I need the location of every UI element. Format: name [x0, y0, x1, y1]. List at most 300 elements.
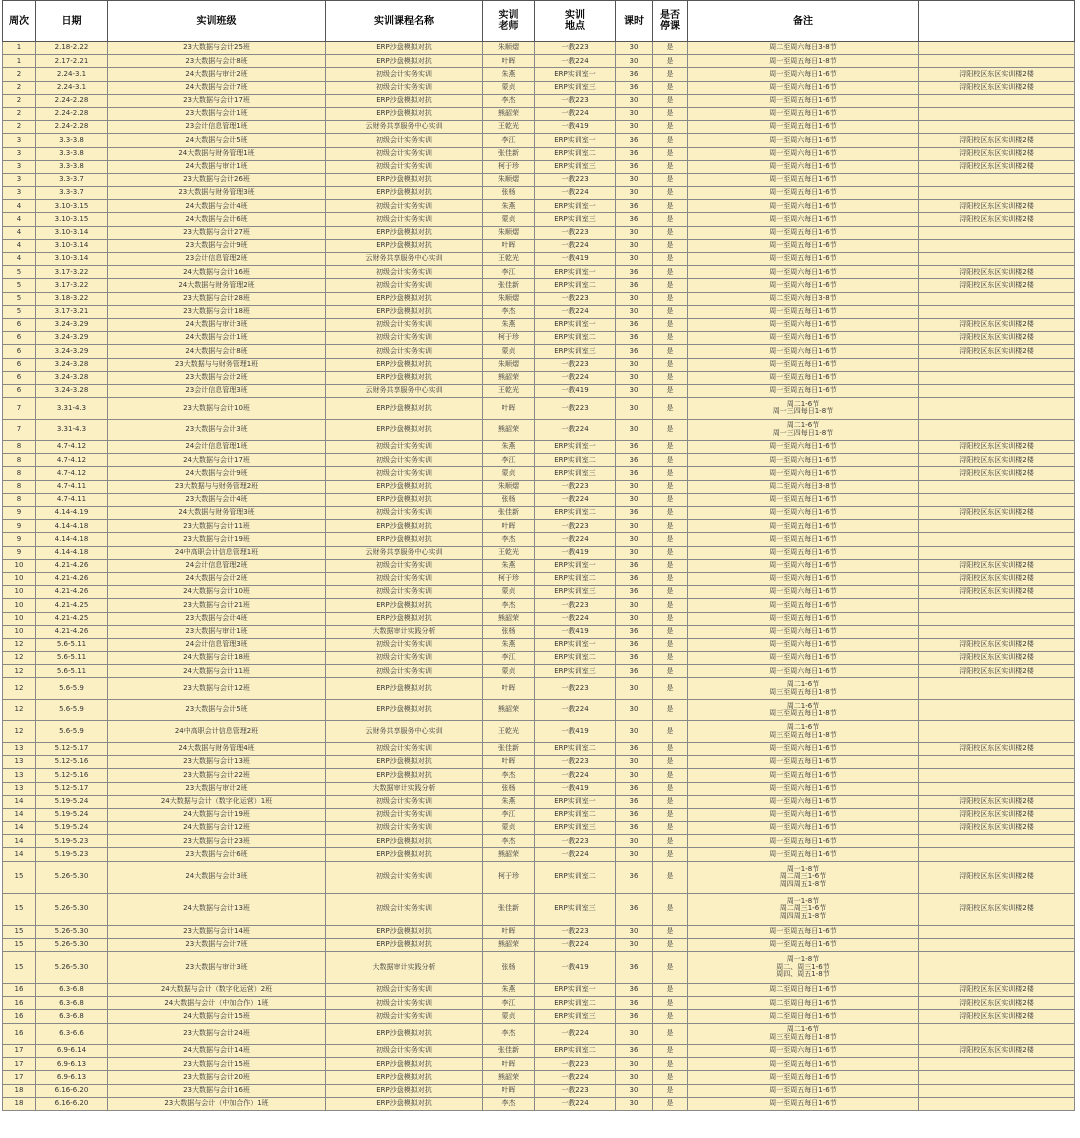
cell-hours: 30 [616, 756, 653, 769]
cell-suspended: 是 [653, 782, 688, 795]
cell-extra [919, 121, 1075, 134]
cell-location: 一教223 [535, 480, 616, 493]
cell-location: ERP实训室一 [535, 795, 616, 808]
cell-note: 周一至周五每日1-6节 [688, 107, 919, 120]
cell-class: 24会计信息管理2班 [108, 559, 326, 572]
cell-location: 一教419 [535, 384, 616, 397]
cell-teacher: 叶晖 [483, 55, 535, 68]
cell-date: 3.10-3.14 [36, 253, 108, 266]
cell-class: 23会计信息管理2班 [108, 253, 326, 266]
cell-extra [919, 419, 1075, 441]
cell-teacher: 熊韶荣 [483, 699, 535, 721]
cell-note: 周一至周五每日1-6节 [688, 371, 919, 384]
cell-note: 周一至周五每日1-6节 [688, 938, 919, 951]
cell-teacher: 熊韶荣 [483, 1071, 535, 1084]
cell-note: 周一至周六每日1-6节 [688, 795, 919, 808]
cell-week: 12 [3, 652, 36, 665]
schedule-table [2, 0, 1075, 1111]
cell-suspended: 是 [653, 358, 688, 371]
cell-extra [919, 305, 1075, 318]
table-row [3, 68, 1075, 81]
cell-teacher: 朱燕 [483, 200, 535, 213]
cell-date: 6.3-6.8 [36, 984, 108, 997]
table-row [3, 134, 1075, 147]
cell-note: 周一至周五每日1-6节 [688, 187, 919, 200]
cell-suspended: 是 [653, 742, 688, 755]
cell-note: 周一至周六每日1-6节 [688, 652, 919, 665]
cell-date: 5.19-5.23 [36, 848, 108, 861]
cell-suspended: 是 [653, 1023, 688, 1045]
cell-week: 15 [3, 925, 36, 938]
cell-location: 一教419 [535, 952, 616, 984]
cell-course: 初级会计实务实训 [326, 808, 483, 821]
cell-teacher: 柯于珍 [483, 572, 535, 585]
cell-course: ERP沙盘模拟对抗 [326, 371, 483, 384]
cell-extra [919, 1023, 1075, 1045]
cell-extra [919, 1071, 1075, 1084]
cell-teacher: 蒙贞 [483, 586, 535, 599]
cell-location: ERP实训室二 [535, 1045, 616, 1058]
table-row [3, 1023, 1075, 1045]
cell-week: 15 [3, 861, 36, 893]
cell-class: 23大数据与会计17班 [108, 94, 326, 107]
cell-hours: 36 [616, 1010, 653, 1023]
cell-suspended: 是 [653, 678, 688, 700]
cell-course: 初级会计实务实训 [326, 147, 483, 160]
cell-week: 4 [3, 226, 36, 239]
cell-date: 6.9-6.13 [36, 1058, 108, 1071]
cell-teacher: 李杰 [483, 305, 535, 318]
cell-suspended: 是 [653, 147, 688, 160]
table-row [3, 279, 1075, 292]
table-row [3, 586, 1075, 599]
cell-location: 一教224 [535, 1023, 616, 1045]
table-row [3, 893, 1075, 925]
cell-hours: 30 [616, 493, 653, 506]
cell-week: 4 [3, 200, 36, 213]
cell-course: 初级会计实务实训 [326, 345, 483, 358]
cell-date: 3.3-3.7 [36, 173, 108, 186]
cell-course: ERP沙盘模拟对抗 [326, 419, 483, 441]
cell-hours: 36 [616, 1045, 653, 1058]
cell-location: ERP实训室三 [535, 665, 616, 678]
cell-date: 3.10-3.14 [36, 226, 108, 239]
table-row [3, 94, 1075, 107]
cell-location: ERP实训室二 [535, 808, 616, 821]
cell-class: 23大数据与会计8班 [108, 55, 326, 68]
cell-hours: 30 [616, 305, 653, 318]
table-row [3, 358, 1075, 371]
cell-hours: 36 [616, 279, 653, 292]
cell-extra: 浔阳校区东区实训楼2楼 [919, 665, 1075, 678]
cell-note: 周一至周六每日1-6节 [688, 742, 919, 755]
cell-course: 初级会计实务实训 [326, 134, 483, 147]
cell-location: ERP实训室二 [535, 742, 616, 755]
cell-location: ERP实训室一 [535, 134, 616, 147]
cell-date: 2.17-2.21 [36, 55, 108, 68]
cell-week: 18 [3, 1097, 36, 1110]
table-row [3, 925, 1075, 938]
cell-suspended: 是 [653, 938, 688, 951]
cell-week: 13 [3, 782, 36, 795]
cell-class: 23大数据与会计2班 [108, 371, 326, 384]
cell-course: 云财务共享服务中心实训 [326, 546, 483, 559]
cell-location: ERP实训室一 [535, 638, 616, 651]
cell-teacher: 朱顺熠 [483, 226, 535, 239]
cell-extra [919, 493, 1075, 506]
cell-suspended: 是 [653, 305, 688, 318]
cell-suspended: 是 [653, 398, 688, 420]
cell-date: 5.19-5.24 [36, 822, 108, 835]
cell-week: 10 [3, 625, 36, 638]
cell-extra [919, 1097, 1075, 1110]
cell-date: 5.26-5.30 [36, 925, 108, 938]
cell-class: 24大数据与财务管理1班 [108, 147, 326, 160]
cell-suspended: 是 [653, 952, 688, 984]
cell-location: 一教223 [535, 678, 616, 700]
cell-date: 5.6-5.9 [36, 721, 108, 743]
cell-class: 24大数据与会计10班 [108, 586, 326, 599]
cell-week: 10 [3, 612, 36, 625]
cell-suspended: 是 [653, 1058, 688, 1071]
table-row [3, 121, 1075, 134]
cell-location: ERP实训室二 [535, 572, 616, 585]
cell-extra: 浔阳校区东区实训楼2楼 [919, 1010, 1075, 1023]
cell-course: 云财务共享服务中心实训 [326, 384, 483, 397]
cell-location: ERP实训室二 [535, 332, 616, 345]
cell-teacher: 张佳新 [483, 507, 535, 520]
cell-week: 9 [3, 533, 36, 546]
cell-location: ERP实训室一 [535, 200, 616, 213]
cell-teacher: 朱燕 [483, 441, 535, 454]
cell-class: 24大数据与会计6班 [108, 213, 326, 226]
cell-suspended: 是 [653, 187, 688, 200]
cell-note: 周一至周五每日1-6节 [688, 599, 919, 612]
cell-class: 24大数据与会计15班 [108, 1010, 326, 1023]
cell-course: ERP沙盘模拟对抗 [326, 358, 483, 371]
cell-course: ERP沙盘模拟对抗 [326, 107, 483, 120]
cell-suspended: 是 [653, 467, 688, 480]
cell-week: 5 [3, 292, 36, 305]
cell-week: 10 [3, 559, 36, 572]
cell-hours: 30 [616, 226, 653, 239]
cell-location: ERP实训室二 [535, 147, 616, 160]
cell-course: 初级会计实务实训 [326, 467, 483, 480]
cell-course: ERP沙盘模拟对抗 [326, 187, 483, 200]
cell-note: 周一至周六每日1-6节 [688, 822, 919, 835]
cell-hours: 36 [616, 134, 653, 147]
table-row [3, 173, 1075, 186]
cell-suspended: 是 [653, 835, 688, 848]
cell-hours: 36 [616, 200, 653, 213]
table-row [3, 938, 1075, 951]
cell-course: 初级会计实务实训 [326, 586, 483, 599]
cell-hours: 30 [616, 239, 653, 252]
cell-course: ERP沙盘模拟对抗 [326, 480, 483, 493]
cell-suspended: 是 [653, 213, 688, 226]
cell-suspended: 是 [653, 419, 688, 441]
cell-date: 5.6-5.9 [36, 699, 108, 721]
cell-class: 24中高职会计信息管理1班 [108, 546, 326, 559]
cell-class: 24会计信息管理3班 [108, 638, 326, 651]
table-row [3, 808, 1075, 821]
cell-extra: 浔阳校区东区实训楼2楼 [919, 861, 1075, 893]
cell-date: 3.31-4.3 [36, 398, 108, 420]
cell-week: 7 [3, 398, 36, 420]
table-row [3, 742, 1075, 755]
cell-class: 24大数据与会计（数字化运营）1班 [108, 795, 326, 808]
cell-note: 周一至周六每日1-6节 [688, 147, 919, 160]
cell-date: 3.31-4.3 [36, 419, 108, 441]
cell-teacher: 熊韶荣 [483, 107, 535, 120]
cell-extra [919, 371, 1075, 384]
cell-location: 一教224 [535, 55, 616, 68]
cell-extra: 浔阳校区东区实训楼2楼 [919, 572, 1075, 585]
cell-week: 5 [3, 279, 36, 292]
cell-hours: 30 [616, 699, 653, 721]
cell-suspended: 是 [653, 441, 688, 454]
cell-location: 一教223 [535, 1084, 616, 1097]
cell-hours: 36 [616, 318, 653, 331]
cell-teacher: 李江 [483, 454, 535, 467]
cell-week: 2 [3, 81, 36, 94]
cell-note: 周一至周五每日1-6节 [688, 1058, 919, 1071]
table-row [3, 572, 1075, 585]
header-row [3, 1, 1075, 42]
cell-week: 6 [3, 332, 36, 345]
cell-course: 云财务共享服务中心实训 [326, 253, 483, 266]
cell-teacher: 叶晖 [483, 1058, 535, 1071]
cell-teacher: 叶晖 [483, 756, 535, 769]
cell-date: 2.24-3.1 [36, 68, 108, 81]
cell-hours: 36 [616, 81, 653, 94]
table-row [3, 1045, 1075, 1058]
cell-week: 13 [3, 756, 36, 769]
cell-extra [919, 173, 1075, 186]
cell-note: 周一至周六每日1-6节 [688, 559, 919, 572]
cell-date: 6.16-6.20 [36, 1097, 108, 1110]
cell-hours: 36 [616, 213, 653, 226]
cell-teacher: 张杨 [483, 493, 535, 506]
cell-teacher: 叶晖 [483, 925, 535, 938]
cell-hours: 30 [616, 1097, 653, 1110]
cell-teacher: 叶晖 [483, 398, 535, 420]
table-row [3, 520, 1075, 533]
cell-note: 周一至周六每日1-6节 [688, 81, 919, 94]
cell-note: 周一至周六每日1-6节 [688, 808, 919, 821]
cell-class: 24大数据与会计4班 [108, 200, 326, 213]
cell-class: 23大数据与会计15班 [108, 1058, 326, 1071]
cell-hours: 36 [616, 507, 653, 520]
cell-teacher: 熊韶荣 [483, 371, 535, 384]
cell-note: 周二1-6节 周一三四每日1-8节 [688, 398, 919, 420]
cell-teacher: 朱燕 [483, 638, 535, 651]
cell-class: 24大数据与会计5班 [108, 134, 326, 147]
cell-class: 23大数据与审计3班 [108, 952, 326, 984]
table-row [3, 160, 1075, 173]
cell-suspended: 是 [653, 559, 688, 572]
table-row [3, 371, 1075, 384]
cell-hours: 30 [616, 721, 653, 743]
cell-extra [919, 480, 1075, 493]
cell-note: 周一至周五每日1-6节 [688, 384, 919, 397]
cell-class: 24大数据与会计11班 [108, 665, 326, 678]
cell-teacher: 熊韶荣 [483, 612, 535, 625]
cell-week: 6 [3, 345, 36, 358]
cell-suspended: 是 [653, 42, 688, 55]
cell-date: 4.14-4.18 [36, 520, 108, 533]
cell-class: 24大数据与财务管理3班 [108, 507, 326, 520]
cell-week: 4 [3, 239, 36, 252]
cell-teacher: 叶晖 [483, 1084, 535, 1097]
cell-note: 周一至周六每日1-6节 [688, 266, 919, 279]
cell-extra [919, 952, 1075, 984]
cell-note: 周二至周日每日1-6节 [688, 984, 919, 997]
cell-class: 23大数据与会计3班 [108, 419, 326, 441]
cell-week: 3 [3, 134, 36, 147]
table-row [3, 756, 1075, 769]
cell-suspended: 是 [653, 55, 688, 68]
cell-teacher: 李江 [483, 997, 535, 1010]
cell-location: ERP实训室二 [535, 507, 616, 520]
table-row [3, 213, 1075, 226]
table-row [3, 398, 1075, 420]
cell-location: 一教224 [535, 493, 616, 506]
cell-location: 一教223 [535, 226, 616, 239]
cell-hours: 30 [616, 599, 653, 612]
cell-teacher: 朱燕 [483, 318, 535, 331]
cell-suspended: 是 [653, 507, 688, 520]
table-row [3, 1010, 1075, 1023]
cell-extra: 浔阳校区东区实训楼2楼 [919, 652, 1075, 665]
cell-course: ERP沙盘模拟对抗 [326, 239, 483, 252]
cell-week: 17 [3, 1058, 36, 1071]
cell-suspended: 是 [653, 134, 688, 147]
col-class: 实训班级 [108, 1, 326, 42]
cell-teacher: 王乾光 [483, 721, 535, 743]
cell-suspended: 是 [653, 493, 688, 506]
cell-week: 12 [3, 678, 36, 700]
cell-week: 2 [3, 107, 36, 120]
cell-note: 周一至周六每日1-6节 [688, 332, 919, 345]
cell-location: 一教419 [535, 546, 616, 559]
cell-suspended: 是 [653, 107, 688, 120]
cell-suspended: 是 [653, 81, 688, 94]
cell-class: 24大数据与审计1班 [108, 160, 326, 173]
cell-class: 23大数据与会计13班 [108, 756, 326, 769]
cell-extra: 浔阳校区东区实训楼2楼 [919, 81, 1075, 94]
cell-extra: 浔阳校区东区实训楼2楼 [919, 638, 1075, 651]
cell-class: 23大数据与会计28班 [108, 292, 326, 305]
cell-extra: 浔阳校区东区实训楼2楼 [919, 984, 1075, 997]
cell-hours: 36 [616, 638, 653, 651]
cell-week: 17 [3, 1071, 36, 1084]
cell-extra [919, 1084, 1075, 1097]
cell-teacher: 朱顺熠 [483, 42, 535, 55]
table-row [3, 533, 1075, 546]
cell-extra [919, 94, 1075, 107]
cell-week: 18 [3, 1084, 36, 1097]
cell-extra [919, 599, 1075, 612]
cell-note: 周一至周五每日1-6节 [688, 546, 919, 559]
cell-date: 4.14-4.18 [36, 533, 108, 546]
cell-date: 3.3-3.8 [36, 160, 108, 173]
cell-class: 24中高职会计信息管理2班 [108, 721, 326, 743]
table-row [3, 1097, 1075, 1110]
cell-suspended: 是 [653, 652, 688, 665]
cell-suspended: 是 [653, 599, 688, 612]
cell-date: 6.3-6.8 [36, 997, 108, 1010]
cell-hours: 36 [616, 665, 653, 678]
cell-week: 4 [3, 213, 36, 226]
table-row [3, 1084, 1075, 1097]
cell-date: 4.21-4.25 [36, 612, 108, 625]
table-row [3, 652, 1075, 665]
cell-suspended: 是 [653, 625, 688, 638]
cell-suspended: 是 [653, 1071, 688, 1084]
cell-teacher: 李杰 [483, 599, 535, 612]
cell-class: 24大数据与财务管理2班 [108, 279, 326, 292]
cell-class: 23大数据与会计20班 [108, 1071, 326, 1084]
cell-note: 周二1-6节 周三至周五每日1-8节 [688, 699, 919, 721]
cell-course: ERP沙盘模拟对抗 [326, 612, 483, 625]
cell-week: 13 [3, 769, 36, 782]
cell-course: 初级会计实务实训 [326, 984, 483, 997]
cell-suspended: 是 [653, 638, 688, 651]
cell-class: 23大数据与会计26班 [108, 173, 326, 186]
cell-teacher: 李江 [483, 652, 535, 665]
cell-week: 14 [3, 848, 36, 861]
cell-teacher: 张佳新 [483, 742, 535, 755]
cell-note: 周一1-8节 周二周三1-6节 周四周五1-8节 [688, 893, 919, 925]
cell-location: ERP实训室三 [535, 81, 616, 94]
cell-location: ERP实训室三 [535, 467, 616, 480]
cell-course: ERP沙盘模拟对抗 [326, 42, 483, 55]
cell-course: ERP沙盘模拟对抗 [326, 678, 483, 700]
cell-suspended: 是 [653, 861, 688, 893]
cell-extra: 浔阳校区东区实训楼2楼 [919, 332, 1075, 345]
cell-suspended: 是 [653, 893, 688, 925]
cell-teacher: 朱燕 [483, 984, 535, 997]
cell-location: 一教419 [535, 253, 616, 266]
cell-location: ERP实训室三 [535, 213, 616, 226]
cell-location: 一教223 [535, 925, 616, 938]
cell-note: 周二1-6节 周三至周五每日1-8节 [688, 721, 919, 743]
table-row [3, 226, 1075, 239]
cell-teacher: 李杰 [483, 1097, 535, 1110]
cell-teacher: 王乾光 [483, 546, 535, 559]
cell-date: 3.24-3.29 [36, 345, 108, 358]
table-row [3, 107, 1075, 120]
cell-location: 一教224 [535, 769, 616, 782]
cell-hours: 30 [616, 938, 653, 951]
table-row [3, 848, 1075, 861]
cell-course: ERP沙盘模拟对抗 [326, 756, 483, 769]
cell-teacher: 李杰 [483, 533, 535, 546]
cell-hours: 36 [616, 454, 653, 467]
cell-date: 5.12-5.17 [36, 742, 108, 755]
cell-teacher: 张杨 [483, 187, 535, 200]
cell-date: 5.6-5.11 [36, 652, 108, 665]
cell-hours: 30 [616, 835, 653, 848]
cell-location: 一教223 [535, 1058, 616, 1071]
cell-week: 3 [3, 160, 36, 173]
table-row [3, 480, 1075, 493]
cell-location: 一教223 [535, 94, 616, 107]
cell-class: 23大数据与财务管理3班 [108, 187, 326, 200]
cell-suspended: 是 [653, 808, 688, 821]
cell-extra [919, 226, 1075, 239]
